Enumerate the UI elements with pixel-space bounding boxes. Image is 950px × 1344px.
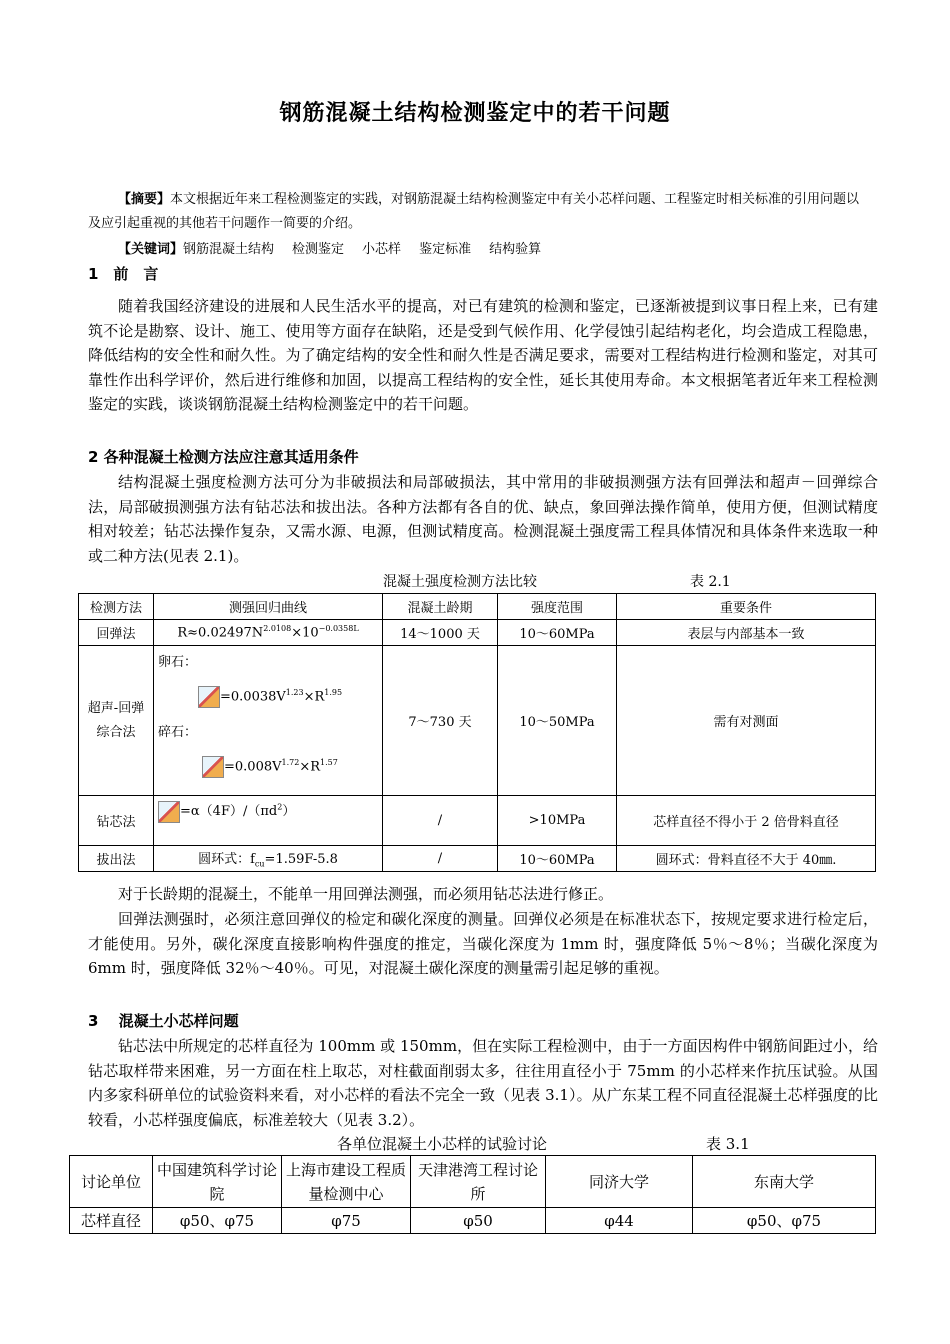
table-3-1-number: 表 3.1: [706, 1135, 750, 1153]
keywords: 【关键词】钢筋混凝土结构 检测鉴定 小芯样 鉴定标准 结构验算: [118, 242, 542, 257]
table-row: 芯样直径 φ50、φ75 φ75 φ50 φ44 φ50、φ75: [70, 1208, 876, 1234]
section-1-heading: 1 前 言: [88, 265, 159, 283]
section-2-heading: 2 各种混凝土检测方法应注意其适用条件: [88, 448, 359, 466]
table-3-1-caption: 各单位混凝土小芯样的试验讨论: [337, 1135, 548, 1153]
page-title: 钢筋混凝土结构检测鉴定中的若干问题: [279, 101, 671, 126]
section-3-heading: 3 混凝土小芯样问题: [88, 1012, 239, 1030]
table-row: 钻芯法 $=\alpha(4F)/(\pi d^2)$ / >10MPa 芯样直径不得小于 2 倍骨料直径: [79, 796, 876, 846]
table-2-1-caption: 混凝土强度检测方法比较: [383, 574, 537, 590]
table-header-row: 讨论单位 中国建筑科学讨论院 上海市建设工程质量检测中心 天津港湾工程讨论所 同济大学 东南大学: [70, 1156, 876, 1208]
abstract: 【摘要】本文根据近年来工程检测鉴定的实践，对钢筋混凝土结构检测鉴定中有关小芯样问题、工程鉴定时相关标准的引用问题以及应引起重视的其他若干问题作一简要的介绍。: [88, 192, 860, 231]
table-row: 超声-回弹综合法 卵石： $=0.0038V^{1.23}\times R^{1.95}$ 碎石： $=0.008V^{1.72}\times R^{1.57}$ 7～730 天 10～50MPa 需有对测面: [79, 646, 876, 796]
table-header-row: 检测方法 测强回归曲线 混凝土龄期 强度范围 重要条件: [79, 594, 876, 620]
section-2-paragraph: 结构混凝土强度检测方法可分为非破损法和局部破损法，其中常用的非破损测强方法有回弹法和超声－回弹综合法，局部破损测强方法有钻芯法和拔出法。各种方法都有各自的优、缺点，象回弹法操作简单，使用方便，但测试精度相对较差；钻芯法操作复杂，又需水源、电源，但测试精度高。检测混凝土强度需工程具体情况和具体条件来选取一种或二种方法(见表 2.1)。: [88, 473, 878, 565]
table-row: 拔出法 圆环式：$f_{cu}=1.59F-5.8$ / 10～60MPa 圆环式：骨料直径不大于 40㎜.: [79, 846, 876, 872]
formula-image-icon: [158, 801, 180, 823]
table-2-1: [78, 593, 876, 872]
formula-image-icon: [198, 686, 220, 708]
formula-image-icon: [202, 756, 224, 778]
section-2-paragraph-3: 回弹法测强时，必须注意回弹仪的检定和碳化深度的测量。回弹仪必须是在标准状态下，按规定要求进行检定后，才能使用。另外，碳化深度直接影响构件强度的推定，当碳化深度为 1mm 时，强度降低 5％～8％；当碳化深度为 6mm 时，强度降低 32％～40％。可见，对混凝土碳化深度的测量需引起足够的重视。: [88, 910, 878, 977]
table-2-1-number: 表 2.1: [690, 574, 731, 590]
table-3-1: [69, 1155, 876, 1234]
section-3-paragraph: 钻芯法中所规定的芯样直径为 100mm 或 150mm，但在实际工程检测中，由于一方面因构件中钢筋间距过小，给钻芯取样带来困难，另一方面在柱上取芯，对柱截面削弱太多，往往用直径小于 75mm 的小芯样来作抗压试验。从国内多家科研单位的试验资料来看，对小芯样的看法不完全一致（见表 3.1）。从广东某工程不同直径混凝土芯样强度的比较看，小芯样强度偏底，标准差较大（见表 3.2）。: [88, 1037, 878, 1129]
section-2-paragraph-2: 对于长龄期的混凝土，不能单一用回弹法测强，而必须用钻芯法进行修正。: [118, 885, 614, 903]
table-row: 回弹法 $R\approx 0.02497N^{2.0108}\times 10^{-0.0358L}$ 14～1000 天 10～60MPa 表层与内部基本一致: [79, 620, 876, 646]
section-1-paragraph: 随着我国经济建设的进展和人民生活水平的提高，对已有建筑的检测和鉴定，已逐渐被提到议事日程上来，已有建筑不论是勘察、设计、施工、使用等方面存在缺陷，还是受到气候作用、化学侵蚀引起结构老化，均会造成工程隐患，降低结构的安全性和耐久性。为了确定结构的安全性和耐久性是否满足要求，需要对工程结构进行检测和鉴定，对其可靠性作出科学评价，然后进行维修和加固，以提高工程结构的安全性，延长其使用寿命。本文根据笔者近年来工程检测鉴定的实践，谈谈钢筋混凝土结构检测鉴定中的若干问题。: [88, 297, 878, 413]
